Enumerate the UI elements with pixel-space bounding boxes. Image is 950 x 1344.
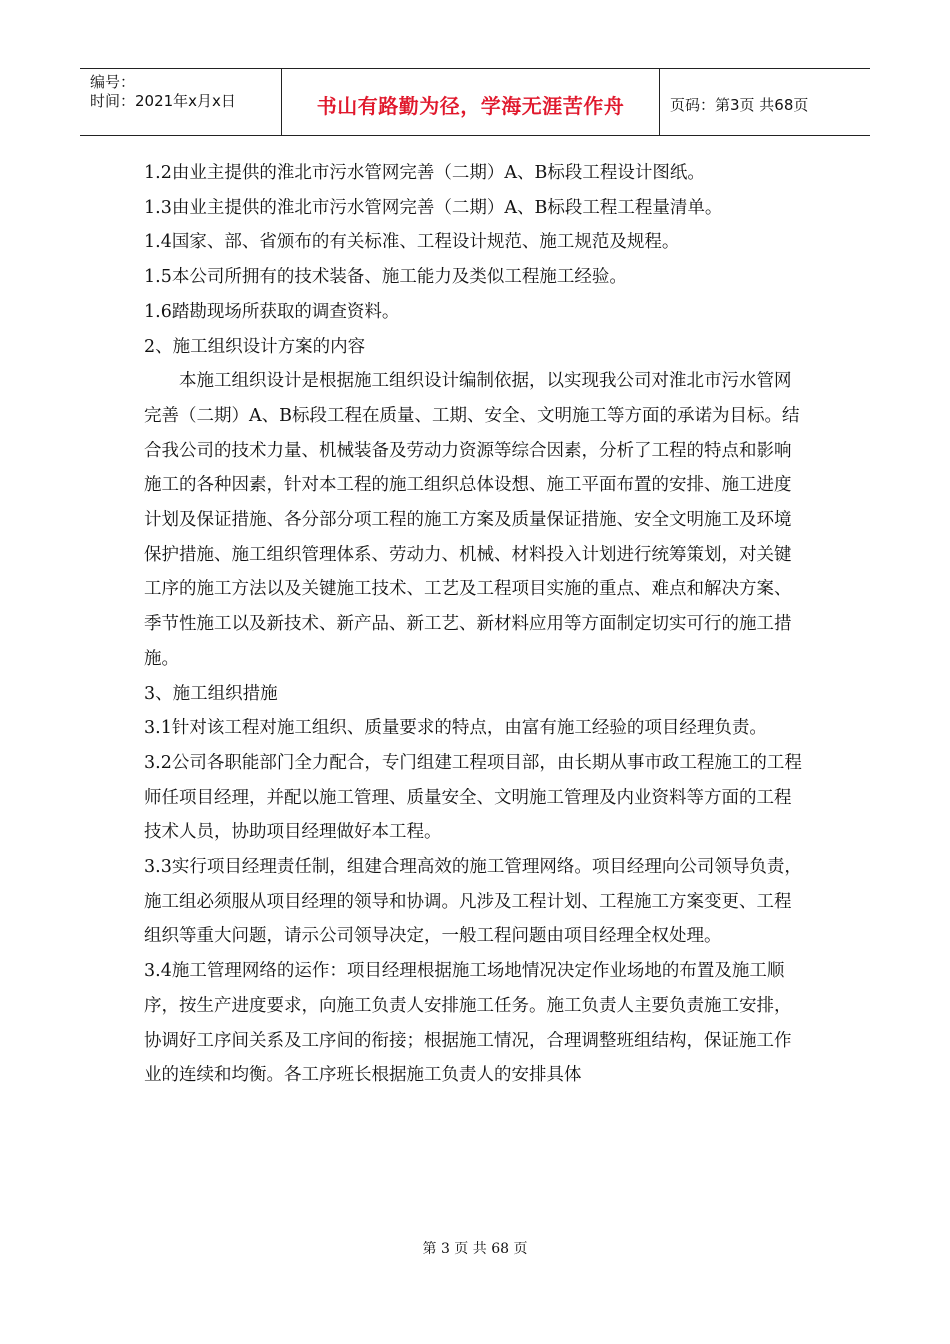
- document-time: 时间：2021年x月x日: [90, 92, 236, 110]
- document-body: [144, 156, 806, 1093]
- item-1-6: 1.6踏勘现场所获取的调查资料。: [144, 301, 400, 322]
- item-3-4: 3.4施工管理网络的运作：项目经理根据施工场地情况决定作业场地的布置及施工顺序，按生产进度要求，向施工负责人安排施工任务。施工负责人主要负责施工安排，协调好工序间关系及工序间的衔接；根据施工情况，合理调整班组结构，保证施工作业的连续和均衡。各工序班长根据施工负责人的安排具体: [144, 961, 792, 1086]
- item-1-4: 1.4国家、部、省颁布的有关标准、工程设计规范、施工规范及规程。: [144, 232, 680, 253]
- section-3-heading: 3、施工组织措施: [144, 683, 278, 704]
- item-1-2: 1.2由业主提供的淮北市污水管网完善（二期）A、B标段工程设计图纸。: [144, 163, 705, 183]
- item-1-3: 1.3由业主提供的淮北市污水管网完善（二期）A、B标段工程工程量清单。: [144, 197, 723, 218]
- item-3-3: 3.3实行项目经理责任制，组建合理高效的施工管理网络。项目经理向公司领导负责，施工组必须服从项目经理的领导和协调。凡涉及工程计划、工程施工方案变更、工程组织等重大问题，请示公司领导决定，一般工程问题由项目经理全权处理。: [144, 857, 802, 947]
- header-meta: [80, 69, 282, 135]
- item-1-5: 1.5本公司所拥有的技术装备、施工能力及类似工程施工经验。: [144, 267, 627, 288]
- section-2-heading: 2、施工组织设计方案的内容: [144, 336, 366, 357]
- item-3-2: 3.2公司各职能部门全力配合，专门组建工程项目部，由长期从事市政工程施工的工程师任项目经理，并配以施工管理、质量安全、文明施工管理及内业资料等方面的工程技术人员，协助项目经理做好本工程。: [144, 752, 802, 843]
- item-3-1: 3.1针对该工程对施工组织、质量要求的特点，由富有施工经验的项目经理负责。: [144, 718, 767, 739]
- page-footer: 第 3 页 共 68 页: [422, 1241, 528, 1257]
- page-header: [80, 68, 870, 136]
- header-page-info-cell: [660, 69, 870, 135]
- section-2-body: 本施工组织设计是根据施工组织设计编制依据，以实现我公司对淮北市污水管网完善（二期）A、B标段工程在质量、工期、安全、文明施工等方面的承诺为目标。结合我公司的技术力量、机械装备及劳动力资源等综合因素，分析了工程的特点和影响施工的各种因素，针对本工程的施工组织总体设想、施工平面布置的安排、施工进度计划及保证措施、各分部分项工程的施工方案及质量保证措施、安全文明施工及环境保护措施、施工组织管理体系、劳动力、机械、材料投入计划进行统筹策划，对关键工序的施工方法以及关键施工技术、工艺及工程项目实施的重点、难点和解决方案、季节性施工以及新技术、新产品、新工艺、新材料应用等方面制定切实可行的施工措施。: [144, 371, 800, 669]
- header-page-info: 页码：第3页 共68页: [670, 95, 809, 114]
- header-motto: 书山有路勤为径，学海无涯苦作舟: [316, 93, 625, 118]
- document-number-label: 编号：: [90, 73, 136, 91]
- header-motto-cell: [282, 69, 660, 135]
